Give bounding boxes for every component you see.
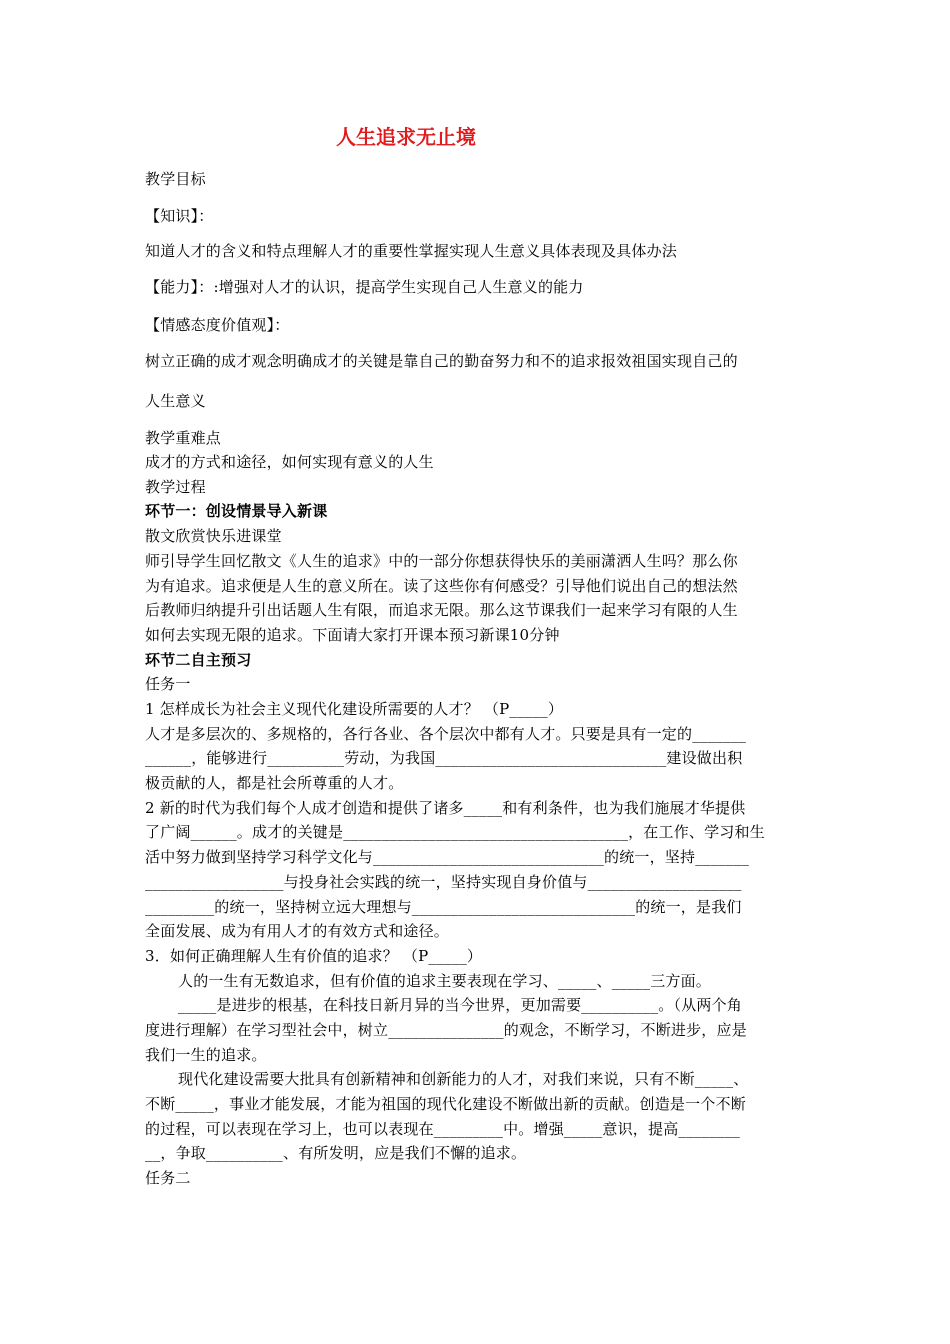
section-2-heading: 环节二自主预习: [145, 651, 252, 669]
text-key-points: 成才的方式和途径，如何实现有意义的人生: [145, 453, 434, 471]
fill-blank-line: 现代化建设需要大批具有创新精神和创新能力的人才，对我们来说，只有不断_____、: [178, 1070, 749, 1088]
text-knowledge: 知道人才的含义和特点理解人才的重要性掌握实现人生意义具体表现及具体办法: [145, 242, 678, 260]
fill-blank-line: 全面发展、成为有用人才的有效方式和途径。: [145, 922, 450, 940]
paragraph-line: 师引导学生回忆散文《人生的追求》中的一部分你想获得快乐的美丽潇洒人生吗？那么你: [145, 552, 738, 570]
fill-blank-line: 我们一生的追求。: [145, 1046, 267, 1064]
task-1-label: 任务一: [145, 675, 191, 693]
fill-blank-line: __，争取__________、有所发明，应是我们不懈的追求。: [145, 1144, 527, 1162]
text-values-line1: 树立正确的成才观念明确成才的关键是靠自己的勤奋努力和不的追求报效祖国实现自己的: [145, 352, 738, 370]
question-1: 1 怎样成长为社会主义现代化建设所需要的人才？ （P_____）: [145, 700, 564, 718]
paragraph-line: 后教师归纳提升引出话题人生有限，而追求无限。那么这节课我们一起来学习有限的人生: [145, 601, 738, 619]
section-1-heading: 环节一：创设情景导入新课: [145, 502, 328, 520]
heading-process: 教学过程: [145, 478, 206, 496]
fill-blank-line: ______，能够进行__________劳动，为我国______________________________建设做出积: [145, 749, 743, 767]
fill-blank-line: 不断_____，事业才能发展，才能为祖国的现代化建设不断做出新的贡献。创造是一个不断: [145, 1095, 746, 1113]
fill-blank-line: 的过程，可以表现在学习上，也可以表现在_________中。增强_____意识，提高________: [145, 1120, 741, 1138]
fill-blank-line: 了广阔______。成才的关键是_____________________________________，在工作、学习和生: [145, 823, 765, 841]
fill-blank-line: 度进行理解）在学习型社会中，树立_______________的观念，不断学习，不断进步，应是: [145, 1021, 747, 1039]
fill-blank-line: 活中努力做到坚持学习科学文化与______________________________的统一，坚持_______: [145, 848, 750, 866]
question-3: 3．如何正确理解人生有价值的追求？ （P_____）: [145, 947, 483, 965]
heading-key-points: 教学重难点: [145, 429, 222, 447]
fill-blank-line: _________的统一，坚持树立远大理想与_____________________________的统一，是我们: [145, 898, 742, 916]
fill-blank-line: _____是进步的根基，在科技日新月异的当今世界，更加需要__________。（从两个角: [178, 996, 743, 1014]
label-values: 【情感态度价值观】：: [145, 316, 290, 334]
heading-teaching-goals: 教学目标: [145, 170, 206, 188]
fill-blank-line: 极贡献的人，都是社会所尊重的人才。: [145, 774, 404, 792]
text-values-line2: 人生意义: [145, 392, 206, 410]
label-knowledge: 【知识】：: [145, 207, 214, 225]
fill-blank-line: __________________与投身社会实践的统一，坚持实现自身价值与____________________: [145, 873, 742, 891]
paragraph-line: 如何去实现无限的追求。下面请大家打开课本预习新课10分钟: [145, 626, 560, 644]
task-2-label: 任务二: [145, 1169, 191, 1187]
paragraph-line: 为有追求。追求便是人生的意义所在。读了这些你有何感受？引导他们说出自己的想法然: [145, 577, 738, 595]
question-2: 2 新的时代为我们每个人成才创造和提供了诸多_____和有利条件，也为我们施展才华提供: [145, 799, 746, 817]
document-title: 人生追求无止境: [336, 125, 476, 149]
text-ability: 【能力】：:增强对人才的认识，提高学生实现自己人生意义的能力: [145, 278, 584, 296]
fill-blank-line: 人才是多层次的、多规格的，各行各业、各个层次中都有人才。只要是具有一定的_______: [145, 725, 747, 743]
section-1-subheading: 散文欣赏快乐进课堂: [145, 527, 282, 545]
fill-blank-line: 人的一生有无数追求，但有价值的追求主要表现在学习、_____、_____三方面。: [178, 972, 712, 990]
